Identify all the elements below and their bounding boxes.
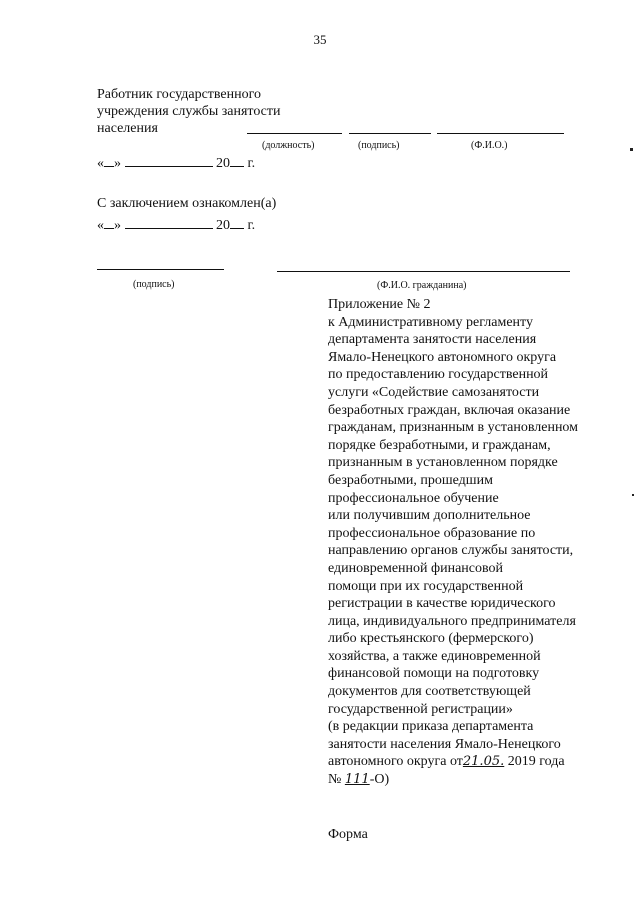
fio-line [437, 133, 564, 134]
appendix-line: либо крестьянского (фермерского) [328, 631, 534, 647]
appendix-line: документов для соответствующей [328, 684, 531, 700]
appendix-line: Приложение № 2 [328, 297, 431, 312]
position-line [247, 133, 342, 134]
appendix-line: к Административному регламенту [328, 314, 533, 330]
caption-position: (должность) [262, 140, 315, 151]
appendix-line: признанным в установленном порядке [328, 455, 558, 471]
form-label: Форма [328, 827, 368, 842]
appendix-line: или получившим дополнительное [328, 508, 531, 524]
appendix-line: департамента занятости населения [328, 332, 537, 348]
year-prefix: 20 [216, 218, 230, 233]
order-number-line [328, 771, 578, 789]
worker-title-line-1: Работник государственного [97, 87, 262, 102]
caption-signature: (подпись) [358, 140, 400, 151]
appendix-line: гражданам, признанным в установленном [328, 420, 579, 436]
appendix-line: безработными, прошедшим [328, 472, 493, 488]
amend-date-suffix: 2019 года [507, 754, 565, 770]
scan-mark [632, 494, 634, 496]
citizen-fio-line [277, 271, 570, 272]
appendix-line: лица, индивидуального предпринимателя [328, 613, 576, 629]
appendix-line: хозяйства, а также единовременной [328, 648, 541, 664]
date-open-quote: « [97, 156, 104, 171]
acknowledgement-text: С заключением ознакомлен(а) [97, 196, 277, 211]
caption-fio: (Ф.И.О.) [471, 140, 508, 151]
month-blank [125, 216, 213, 229]
acknowledgement-date [97, 216, 255, 234]
amend-date-handwritten: 21.05. [462, 754, 505, 770]
date-close-quote: » [114, 218, 121, 233]
appendix-line: профессиональное образование по [328, 525, 536, 541]
date-open-quote: « [97, 218, 104, 233]
day-blank [104, 216, 114, 229]
appendix-line: безработных граждан, включая оказание [328, 402, 571, 418]
appendix-line: помощи при их государственной [328, 578, 524, 594]
appendix-line: Ямало-Ненецкого автономного округа [328, 349, 557, 365]
appendix-line: финансовой помощи на подготовку [328, 666, 540, 682]
caption-citizen-signature: (подпись) [133, 279, 175, 290]
appendix-heading [328, 296, 578, 789]
year-blank [230, 216, 244, 229]
signature-line [349, 133, 431, 134]
appendix-line: единовременной финансовой [328, 560, 503, 576]
appendix-line: услуги «Содействие самозанятости [328, 384, 540, 400]
worker-date [97, 154, 255, 172]
order-prefix: № [328, 772, 342, 788]
order-handwritten: 111 [344, 772, 370, 788]
amendment-date-line [328, 753, 578, 771]
year-suffix: г. [247, 156, 256, 171]
appendix-line: (в редакции приказа департамента [328, 719, 534, 735]
appendix-line: регистрации в качестве юридического [328, 596, 556, 612]
appendix-line: профессиональное обучение [328, 490, 499, 506]
amend-date-prefix: автономного округа от [328, 754, 463, 770]
page-number: 35 [313, 32, 327, 47]
appendix-line: по предоставлению государственной [328, 367, 549, 383]
year-blank [230, 154, 244, 167]
worker-title-line-3: населения [97, 121, 158, 136]
year-prefix: 20 [216, 156, 230, 171]
appendix-line: занятости населения Ямало-Ненецкого [328, 736, 561, 752]
day-blank [104, 154, 114, 167]
order-suffix: -О) [369, 772, 390, 788]
appendix-line: направлению органов службы занятости, [328, 543, 574, 559]
caption-citizen-fio: (Ф.И.О. гражданина) [377, 280, 467, 291]
year-suffix: г. [247, 218, 256, 233]
month-blank [125, 154, 213, 167]
date-close-quote: » [114, 156, 121, 171]
citizen-signature-line [97, 269, 224, 270]
scan-mark [630, 148, 633, 151]
appendix-line: порядке безработными, и гражданам, [328, 437, 551, 453]
appendix-line: государственной регистрации» [328, 701, 513, 717]
worker-title-line-2: учреждения службы занятости [97, 104, 281, 119]
